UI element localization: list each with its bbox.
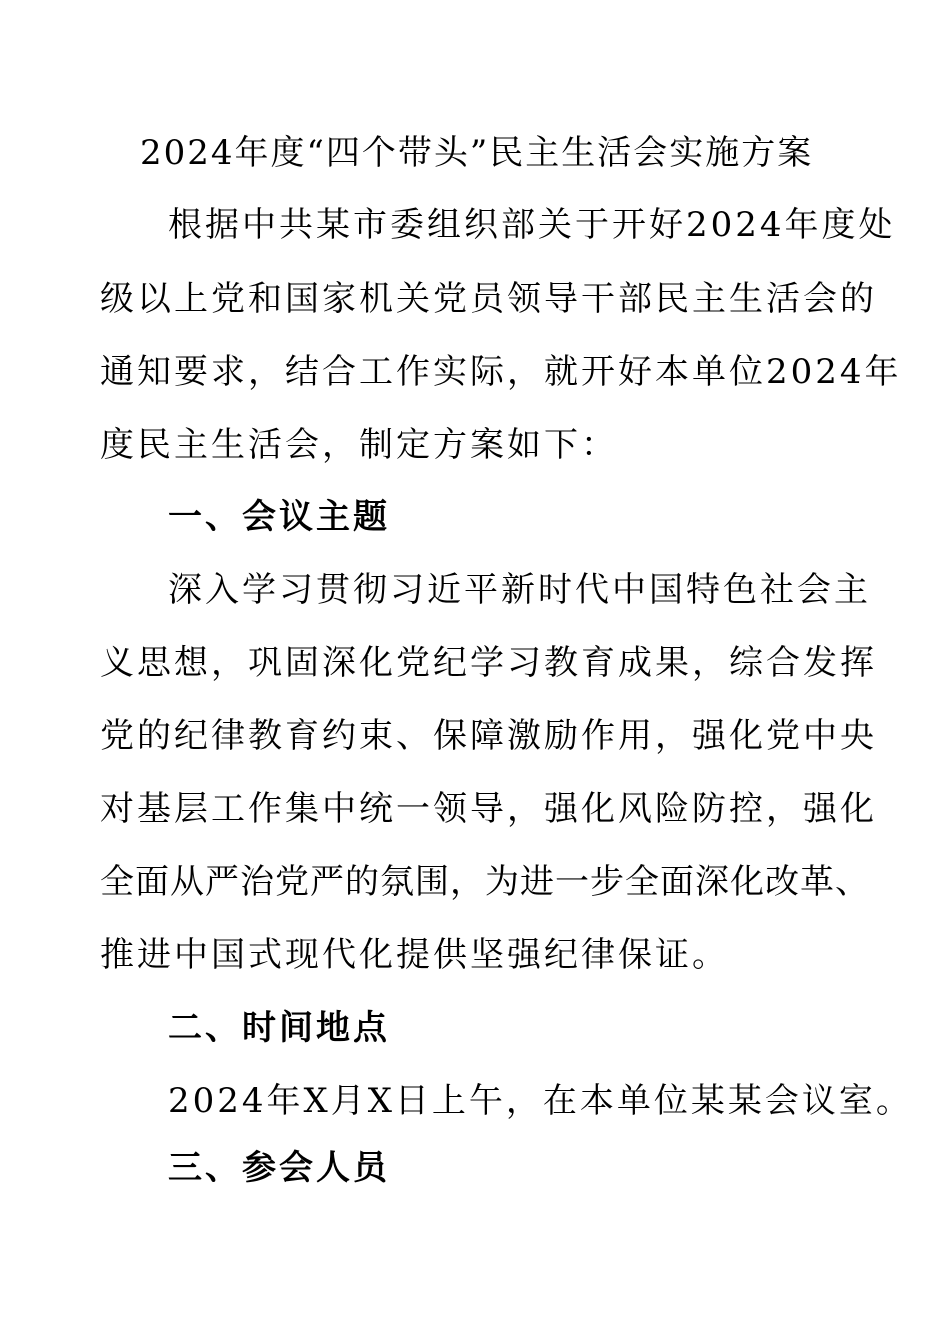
- section1-line-2: 义思想，巩固深化党纪学习教育成果，综合发挥: [100, 643, 877, 683]
- intro-line-1: 根据中共某市委组织部关于开好2024年度处: [168, 205, 896, 245]
- intro-line-4: 度民主生活会，制定方案如下：: [100, 425, 618, 465]
- section1-line-6: 推进中国式现代化提供坚强纪律保证。: [100, 935, 729, 975]
- section1-line-1: 深入学习贯彻习近平新时代中国特色社会主: [168, 570, 871, 610]
- section-heading-3: 三、参会人员: [168, 1148, 390, 1188]
- intro-line-2: 级以上党和国家机关党员领导干部民主生活会的: [100, 279, 877, 319]
- section1-line-4: 对基层工作集中统一领导，强化风险防控，强化: [100, 789, 877, 829]
- document-title: 2024年度“四个带头”民主生活会实施方案: [140, 133, 814, 173]
- section-heading-2: 二、时间地点: [168, 1008, 390, 1048]
- intro-line-3: 通知要求，结合工作实际，就开好本单位2024年: [100, 352, 902, 392]
- section1-line-5: 全面从严治党严的氛围，为进一步全面深化改革、: [100, 862, 870, 902]
- section1-line-3: 党的纪律教育约束、保障激励作用，强化党中央: [100, 716, 877, 756]
- section2-line-1: 2024年X月X日上午，在本单位某某会议室。: [168, 1081, 913, 1121]
- section-heading-1: 一、会议主题: [168, 497, 390, 537]
